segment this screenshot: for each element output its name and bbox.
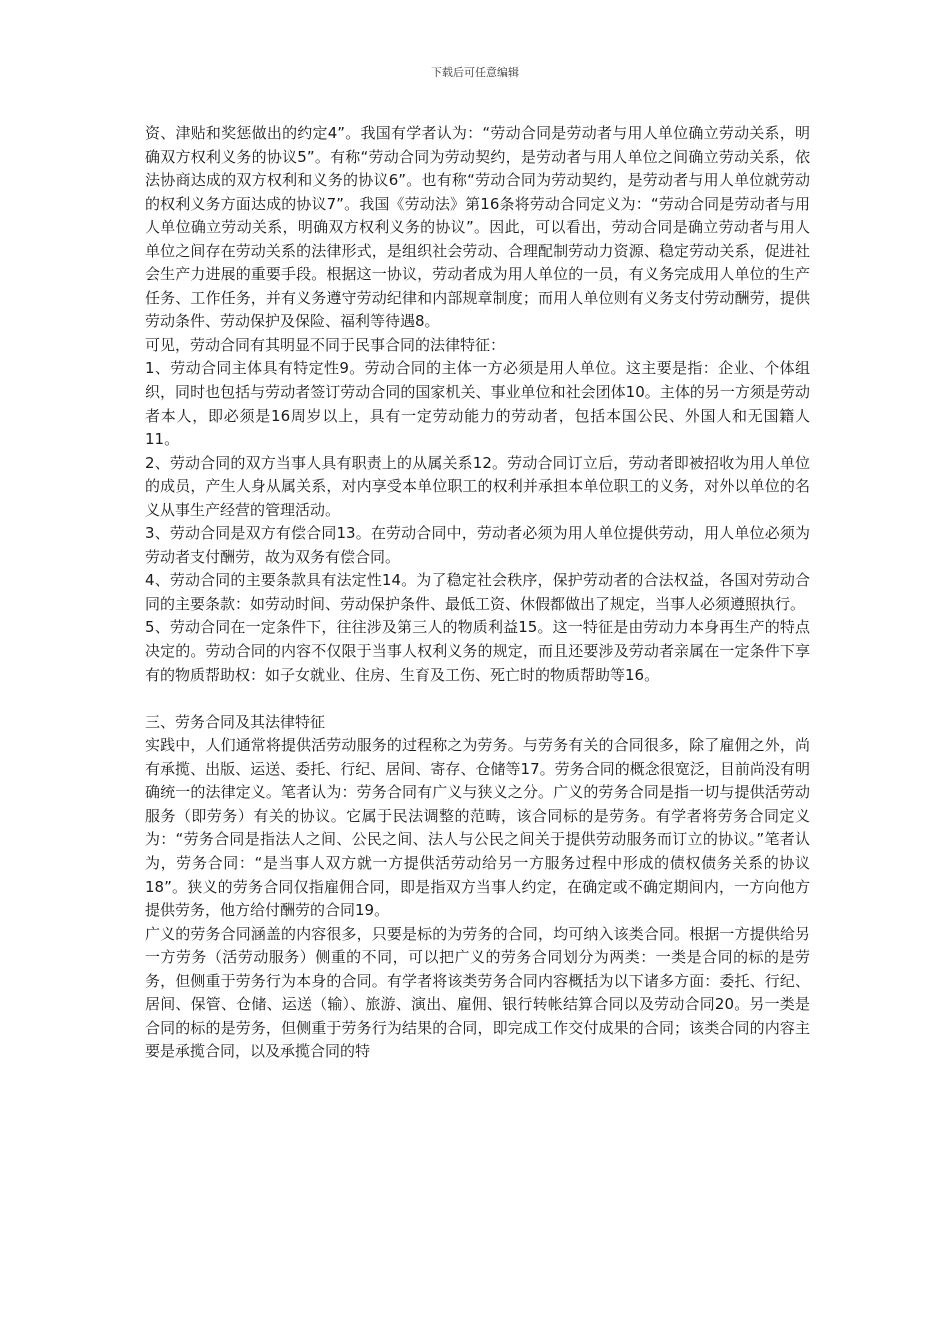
list-item: 4、劳动合同的主要条款具有法定性14。为了稳定社会秩序，保护劳动者的合法权益，各国对劳动合同的主要条款：如劳动时间、劳动保护条件、最低工资、休假都做出了规定，当事人必须遵照执行。 — [145, 571, 810, 613]
paragraph: 可见，劳动合同有其明显不同于民事合同的法律特征： — [145, 335, 506, 354]
list-item: 1、劳动合同主体具有特定性9。劳动合同的主体一方必须是用人单位。这主要是指：企业、个体组织，同时也包括与劳动者签订劳动合同的国家机关、事业单位和社会团体10。主体的另一方须是劳动者本人，即必须是16周岁以上，具有一定劳动能力的劳动者，包括本国公民、外国人和无国籍人11。 — [145, 359, 810, 449]
blank-line — [145, 687, 810, 711]
paragraph: 资、津贴和奖惩做出的约定4”。我国有学者认为：“劳动合同是劳动者与用人单位确立劳动关系，明确双方权利义务的协议5”。有称“劳动合同为劳动契约，是劳动者与用人单位之间确立劳动关系，依法协商达成的双方权利和义务的协议6”。也有称“劳动合同为劳动契约，是劳动者与用人单位就劳动的权利义务方面达成的协议7”。我国《劳动法》第16条将劳动合同定义为：“劳动合同是劳动者与用人单位确立劳动关系，明确双方权利义务的协议”。因此，可以看出，劳动合同是确立劳动者与用人单位之间存在劳动关系的法律形式，是组织社会劳动、合理配制劳动力资源、稳定劳动关系，促进社会生产力进展的重要手段。根据这一协议，劳动者成为用人单位的一员，有义务完成用人单位的生产任务、工作任务，并有义务遵守劳动纪律和内部规章制度；而用人单位则有义务支付劳动酬劳，提供劳动条件、劳动保护及保险、福利等待遇8。 — [145, 124, 810, 331]
list-item: 2、劳动合同的双方当事人具有职责上的从属关系12。劳动合同订立后，劳动者即被招收为用人单位的成员，产生人身从属关系，对内享受本单位职工的权利并承担本单位职工的义务，对外以单位的名义从事生产经营的管理活动。 — [145, 453, 810, 519]
section-heading: 三、劳务合同及其法律特征 — [145, 712, 326, 731]
list-item: 3、劳动合同是双方有偿合同13。在劳动合同中，劳动者必须为用人单位提供劳动，用人单位必须为劳动者支付酬劳，故为双务有偿合同。 — [145, 524, 810, 566]
paragraph: 实践中，人们通常将提供活劳动服务的过程称之为劳务。与劳务有关的合同很多，除了雇佣之外，尚有承揽、出版、运送、委托、行纪、居间、寄存、仓储等17。劳务合同的概念很宽泛，目前尚没有明确统一的法律定义。笔者认为：劳务合同有广义与狭义之分。广义的劳务合同是指一切与提供活劳动服务（即劳务）有关的协议。它属于民法调整的范畴，该合同标的是劳务。有学者将劳务合同定义为：“劳务合同是指法人之间、公民之间、法人与公民之间关于提供劳动服务而订立的协议。”笔者认为，劳务合同：“是当事人双方就一方提供活劳动给另一方服务过程中形成的债权债务关系的协议18”。狭义的劳务合同仅指雇佣合同，即是指双方当事人约定，在确定或不确定期间内，一方向他方提供劳务，他方给付酬劳的合同19。 — [145, 736, 810, 920]
paragraph: 广义的劳务合同涵盖的内容很多，只要是标的为劳务的合同，均可纳入该类合同。根据一方提供给另一方劳务（活劳动服务）侧重的不同，可以把广义的劳务合同划分为两类：一类是合同的标的是劳务，但侧重于劳务行为本身的合同。有学者将该类劳务合同内容概括为以下诸多方面：委托、行纪、居间、保管、仓储、运送（输）、旅游、演出、雇佣、银行转帐结算合同以及劳动合同20。另一类是合同的标的是劳务，但侧重于劳务行为结果的合同，即完成工作交付成果的合同；该类合同的内容主要是承揽合同，以及承揽合同的特 — [145, 924, 810, 1061]
page-header: 下载后可任意编辑 — [431, 66, 519, 79]
list-item: 5、劳动合同在一定条件下，往往涉及第三人的物质利益15。这一特征是由劳动力本身再生产的特点决定的。劳动合同的内容不仅限于当事人权利义务的规定，而且还要涉及劳动者亲属在一定条件下享有的物质帮助权：如子女就业、住房、生育及工伤、死亡时的物质帮助等16。 — [145, 618, 810, 684]
document-body — [145, 122, 810, 1064]
